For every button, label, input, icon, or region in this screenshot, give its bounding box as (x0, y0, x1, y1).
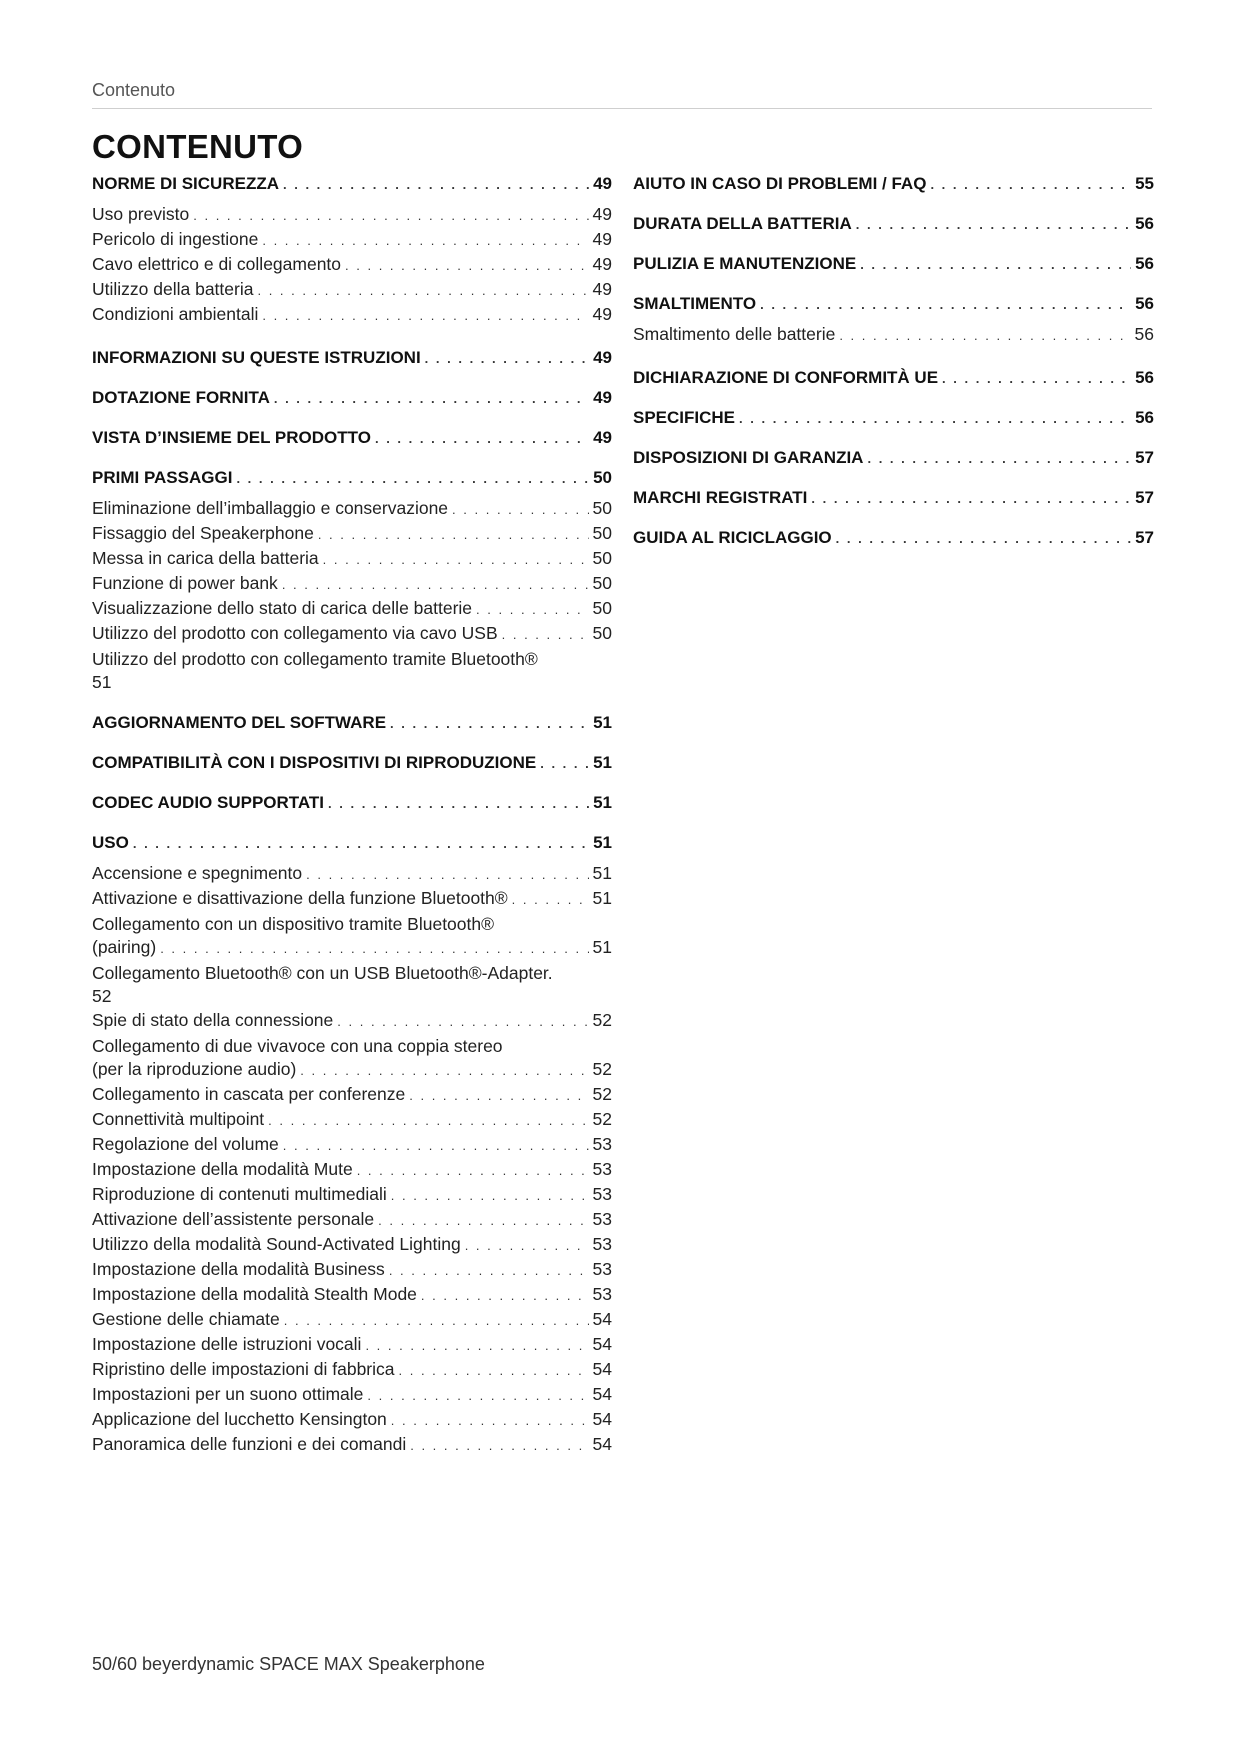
toc-page-number: 49 (593, 174, 612, 193)
toc-subentry[interactable] (92, 1134, 612, 1159)
toc-page-number: 53 (592, 1209, 612, 1229)
toc-page-number: 54 (592, 1359, 612, 1379)
dot-leader (512, 889, 589, 910)
toc-page-number: 57 (1135, 488, 1154, 507)
toc-subentry[interactable] (92, 279, 612, 304)
toc-subentry[interactable] (92, 1159, 612, 1184)
dot-leader (375, 429, 589, 449)
dot-leader (323, 549, 589, 570)
dot-leader (318, 524, 589, 545)
toc-section-entry[interactable] (92, 348, 612, 369)
toc-entry-title: CODEC AUDIO SUPPORTATI (92, 793, 325, 812)
toc-entry-title: Utilizzo della batteria (92, 279, 254, 299)
toc-entry-title: MARCHI REGISTRATI (633, 488, 808, 507)
toc-subentry[interactable] (92, 548, 612, 573)
dot-leader (236, 469, 589, 489)
toc-entry-title: NORME DI SICUREZZA (92, 174, 279, 193)
toc-subentry[interactable] (92, 1284, 612, 1309)
toc-subentry[interactable] (92, 229, 612, 254)
toc-page-number: 51 (592, 863, 612, 883)
dot-leader (540, 754, 589, 774)
toc-entry-title: Ripristino delle impostazioni di fabbrica (92, 1359, 395, 1379)
toc-page-number: 49 (592, 304, 612, 324)
toc-page-number: 52 (592, 1059, 612, 1079)
toc-right-column (633, 174, 1154, 558)
dot-leader (300, 1059, 588, 1082)
dot-leader (306, 864, 588, 885)
toc-subentry[interactable] (92, 1259, 612, 1284)
toc-section-entry[interactable] (92, 713, 612, 734)
toc-page-number: 53 (592, 1184, 612, 1204)
toc-subentry[interactable] (92, 1109, 612, 1134)
dot-leader (193, 205, 588, 226)
toc-left-column (92, 174, 612, 1459)
toc-section-entry[interactable] (92, 793, 612, 814)
running-head: Contenuto (92, 80, 1152, 109)
toc-page-number: 50 (592, 623, 612, 643)
toc-section-entry[interactable] (633, 488, 1154, 509)
toc-entry-title-continued: (per la riproduzione audio) (92, 1059, 297, 1079)
toc-page-number: 51 (592, 937, 612, 957)
toc-entry-title: GUIDA AL RICICLAGGIO (633, 528, 832, 547)
dot-leader (930, 175, 1131, 195)
toc-section-entry[interactable] (92, 833, 612, 854)
toc-entry-title: Panoramica delle funzioni e dei comandi (92, 1434, 407, 1454)
toc-page-number: 53 (592, 1134, 612, 1154)
dot-leader (283, 1135, 589, 1156)
dot-leader (283, 175, 589, 195)
toc-page-number: 54 (592, 1309, 612, 1329)
toc-entry-title: DOTAZIONE FORNITA (92, 388, 270, 407)
dot-leader (257, 280, 588, 301)
toc-entry-title: Accensione e spegnimento (92, 863, 303, 883)
toc-page-number: 49 (593, 388, 612, 407)
dot-leader (268, 1110, 588, 1131)
dot-leader (465, 1235, 589, 1256)
toc-entry-title: Collegamento di due vivavoce con una coppia stereo (92, 1036, 503, 1056)
dot-leader (867, 449, 1131, 469)
toc-entry-title: Utilizzo della modalità Sound-Activated Lighting (92, 1234, 461, 1254)
toc-subentry[interactable] (92, 204, 612, 229)
toc-page-number: 52 (592, 1109, 612, 1129)
toc-entry-title: Collegamento Bluetooth® con un USB Bluetooth®-Adapter. (92, 963, 553, 983)
dot-leader (367, 1385, 588, 1406)
toc-entry-title: INFORMAZIONI SU QUESTE ISTRUZIONI (92, 348, 421, 367)
toc-subentry[interactable] (92, 1209, 612, 1234)
dot-leader (760, 295, 1131, 315)
toc-page-number: 53 (592, 1259, 612, 1279)
toc-entry-title: Regolazione del volume (92, 1134, 279, 1154)
toc-section-entry[interactable] (633, 528, 1154, 549)
toc-page-number: 49 (593, 348, 612, 367)
dot-leader (365, 1335, 588, 1356)
dot-leader (160, 937, 588, 960)
toc-subentry[interactable] (92, 1234, 612, 1259)
toc-entry-title: Utilizzo del prodotto con collegamento tramite Bluetooth® (92, 649, 538, 669)
toc-entry-title: Spie di stato della connessione (92, 1010, 334, 1030)
dot-leader (378, 1210, 588, 1231)
toc-subentry[interactable] (92, 1084, 612, 1109)
dot-leader (739, 409, 1131, 429)
toc-page-number: 51 (593, 753, 612, 772)
toc-subentry[interactable] (92, 1359, 612, 1384)
toc-section-entry[interactable] (633, 294, 1154, 315)
toc-section-entry[interactable] (633, 408, 1154, 429)
toc-entry-title: Impostazione della modalità Business (92, 1259, 385, 1279)
dot-leader (328, 794, 589, 814)
toc-section-entry[interactable] (92, 428, 612, 449)
toc-section-entry[interactable] (633, 368, 1154, 389)
toc-entry-title: Uso previsto (92, 204, 190, 224)
toc-page-number: 57 (1135, 528, 1154, 547)
toc-entry-title: Connettività multipoint (92, 1109, 265, 1129)
toc-entry-title: VISTA D’INSIEME DEL PRODOTTO (92, 428, 371, 447)
toc-page-number: 56 (1135, 408, 1154, 427)
toc-page-number: 53 (592, 1284, 612, 1304)
toc-subentry[interactable] (92, 573, 612, 598)
toc-subentry[interactable] (92, 1184, 612, 1209)
dot-leader (502, 624, 589, 645)
toc-subentry[interactable] (92, 863, 612, 888)
toc-page-number: 54 (592, 1409, 612, 1429)
page-footer: 50/60 beyerdynamic SPACE MAX Speakerphone (92, 1654, 485, 1674)
toc-page-number: 56 (1135, 254, 1154, 273)
dot-leader (860, 255, 1131, 275)
toc-page-number: 52 (592, 1010, 612, 1030)
toc-entry-title: Applicazione del lucchetto Kensington (92, 1409, 387, 1429)
toc-entry-title: Pericolo di ingestione (92, 229, 259, 249)
toc-entry-title: Fissaggio del Speakerphone (92, 523, 314, 543)
toc-section-entry[interactable] (633, 448, 1154, 469)
toc-page-number: 50 (592, 498, 612, 518)
toc-entry-title: Eliminazione dell’imballaggio e conservazione (92, 498, 449, 518)
toc-page-number: 51 (593, 833, 612, 852)
toc-page-number: 50 (592, 573, 612, 593)
dot-leader (942, 369, 1131, 389)
toc-page-number: 50 (593, 468, 612, 487)
toc-subentry[interactable] (92, 1409, 612, 1434)
toc-entry-title: Visualizzazione dello stato di carica delle batterie (92, 598, 473, 618)
toc-page-number: 54 (592, 1384, 612, 1404)
toc-subentry[interactable] (92, 498, 612, 523)
toc-page-number: 51 (593, 793, 612, 812)
toc-entry-title: Impostazione della modalità Mute (92, 1159, 353, 1179)
toc-subentry[interactable] (92, 523, 612, 548)
toc-page-number: 49 (592, 254, 612, 274)
toc-subentry[interactable] (92, 623, 612, 648)
toc-entry-title: SMALTIMENTO (633, 294, 757, 313)
toc-section-entry[interactable] (92, 753, 612, 774)
toc-entry-title: Utilizzo del prodotto con collegamento via cavo USB (92, 623, 498, 643)
toc-entry-title: PRIMI PASSAGGI (92, 468, 233, 487)
toc-entry-title: AGGIORNAMENTO DEL SOFTWARE (92, 713, 387, 732)
toc-section-entry[interactable] (633, 174, 1154, 195)
dot-leader (337, 1011, 588, 1032)
dot-leader (284, 1310, 589, 1331)
toc-subentry[interactable] (92, 1309, 612, 1334)
toc-entry-title: Messa in carica della batteria (92, 548, 319, 568)
toc-subentry[interactable] (92, 1010, 612, 1035)
toc-entry-title: DISPOSIZIONI DI GARANZIA (633, 448, 864, 467)
toc-page-number: 51 (92, 672, 112, 692)
toc-subentry[interactable] (92, 962, 612, 1008)
toc-section-entry[interactable] (92, 174, 612, 195)
dot-leader (133, 834, 589, 854)
toc-subentry[interactable] (92, 304, 612, 329)
toc-entry-title: Impostazioni per un suono ottimale (92, 1384, 364, 1404)
toc-subentry[interactable] (92, 913, 612, 960)
dot-leader (421, 1285, 589, 1306)
toc-section-entry[interactable] (92, 468, 612, 489)
dot-leader (357, 1160, 589, 1181)
dot-leader (811, 489, 1131, 509)
toc-subentry[interactable] (92, 648, 612, 694)
toc-page-number: 49 (592, 229, 612, 249)
toc-page-number: 53 (592, 1234, 612, 1254)
toc-entry-title: DICHIARAZIONE DI CONFORMITÀ UE (633, 368, 939, 387)
toc-entry-title: Attivazione e disattivazione della funzione Bluetooth® (92, 888, 508, 908)
toc-page-number: 55 (1135, 174, 1154, 193)
toc-section-entry[interactable] (633, 214, 1154, 235)
toc-subentry[interactable] (92, 254, 612, 279)
dot-leader (856, 215, 1131, 235)
toc-page-number: 56 (1135, 214, 1154, 233)
toc-entry-title: USO (92, 833, 129, 852)
toc-entry-title: Condizioni ambientali (92, 304, 259, 324)
dot-leader (425, 349, 589, 369)
toc-entry-title: Riproduzione di contenuti multimediali (92, 1184, 387, 1204)
dot-leader (391, 1185, 589, 1206)
toc-subentry[interactable] (92, 1434, 612, 1459)
dot-leader (409, 1085, 588, 1106)
dot-leader (345, 255, 589, 276)
toc-entry-title: Impostazione delle istruzioni vocali (92, 1334, 362, 1354)
toc-subentry[interactable] (92, 1035, 612, 1082)
toc-page-number: 50 (592, 548, 612, 568)
toc-page-number: 49 (593, 428, 612, 447)
toc-page-number: 51 (593, 713, 612, 732)
toc-page-number: 56 (1135, 294, 1154, 313)
dot-leader (389, 1260, 589, 1281)
dot-leader (391, 1410, 589, 1431)
toc-page-number: 56 (1135, 368, 1154, 387)
toc-page-number: 56 (1134, 324, 1154, 344)
toc-subentry[interactable] (633, 324, 1154, 349)
toc-entry-title: PULIZIA E MANUTENZIONE (633, 254, 857, 273)
toc-subentry[interactable] (92, 598, 612, 623)
dot-leader (274, 389, 589, 409)
toc-page-number: 49 (592, 204, 612, 224)
dot-leader (839, 325, 1130, 346)
toc-subentry[interactable] (92, 888, 612, 913)
toc-page-number: 57 (1135, 448, 1154, 467)
dot-leader (410, 1435, 588, 1456)
toc-entry-title: Collegamento con un dispositivo tramite Bluetooth® (92, 914, 495, 934)
toc-page-number: 53 (592, 1159, 612, 1179)
toc-page-number: 50 (592, 598, 612, 618)
toc-page-number: 52 (592, 1084, 612, 1104)
dot-leader (262, 230, 588, 251)
toc-entry-title: Cavo elettrico e di collegamento (92, 254, 342, 274)
toc-entry-title-continued: (pairing) (92, 937, 157, 957)
toc-section-entry[interactable] (633, 254, 1154, 275)
toc-entry-title: COMPATIBILITÀ CON I DISPOSITIVI DI RIPRODUZIONE (92, 753, 537, 772)
toc-page-number: 54 (592, 1334, 612, 1354)
toc-page-number: 54 (592, 1434, 612, 1454)
toc-entry-title: DURATA DELLA BATTERIA (633, 214, 852, 233)
dot-leader (390, 714, 589, 734)
dot-leader (476, 599, 588, 620)
toc-entry-title: Attivazione dell’assistente personale (92, 1209, 375, 1229)
toc-entry-title: Funzione di power bank (92, 573, 278, 593)
toc-entry-title: Impostazione della modalità Stealth Mode (92, 1284, 417, 1304)
toc-entry-title: Gestione delle chiamate (92, 1309, 280, 1329)
toc-subentry[interactable] (92, 1334, 612, 1359)
toc-page-number: 49 (592, 279, 612, 299)
dot-leader (836, 529, 1131, 549)
toc-section-entry[interactable] (92, 388, 612, 409)
page-title: CONTENUTO (92, 128, 304, 165)
dot-leader (262, 305, 588, 326)
toc-entry-title: SPECIFICHE (633, 408, 736, 427)
toc-page-number: 51 (592, 888, 612, 908)
toc-page-number: 52 (92, 986, 112, 1006)
toc-entry-title: Collegamento in cascata per conferenze (92, 1084, 406, 1104)
dot-leader (282, 574, 589, 595)
dot-leader (452, 499, 588, 520)
toc-subentry[interactable] (92, 1384, 612, 1409)
toc-page-number: 50 (592, 523, 612, 543)
toc-entry-title: AIUTO IN CASO DI PROBLEMI / FAQ (633, 174, 927, 193)
toc-entry-title: Smaltimento delle batterie (633, 324, 836, 344)
dot-leader (399, 1360, 589, 1381)
